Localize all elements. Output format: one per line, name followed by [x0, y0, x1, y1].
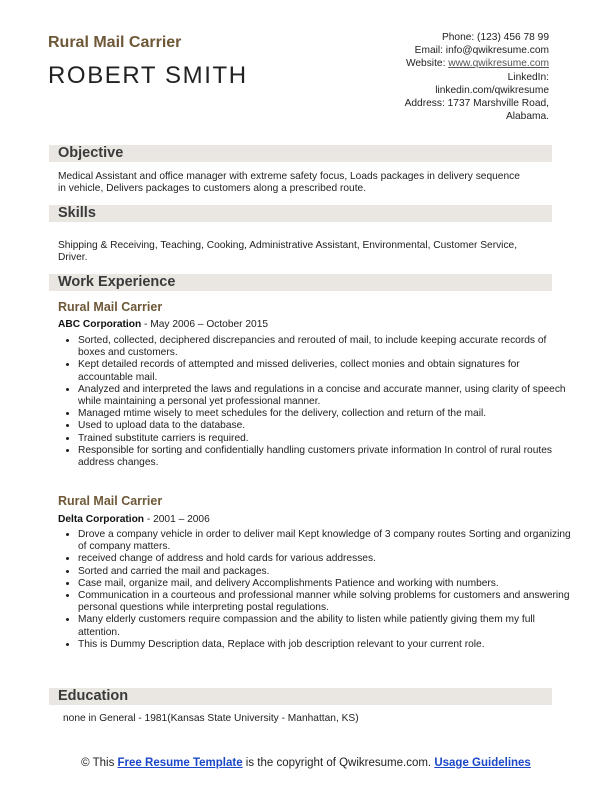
free-resume-template-link[interactable]: Free Resume Template — [117, 757, 243, 769]
skills-heading: Skills — [58, 205, 96, 221]
list-item: • received change of address and hold cards for various addresses. — [78, 553, 572, 565]
list-item: • Kept detailed records of attempted and missed deliveries, collect monies and obtain signatures for accountable mail. — [78, 359, 572, 383]
list-item: • Used to upload data to the database. — [78, 420, 572, 432]
list-item: • Case mail, organize mail, and delivery Accomplishments Patience and working with numbers. — [78, 578, 572, 590]
contact-website — [329, 57, 549, 70]
footer-prefix: © This — [81, 757, 118, 769]
list-item: • Analyzed and interpreted the laws and regulations in a concise and accurate manner, using clarity of speech while maintaining a personal yet professional manner. — [78, 384, 572, 408]
list-item: • Communication in a courteous and professional manner while solving problems for customers and answering personal questions while interpreting postal regulations. — [78, 590, 572, 614]
list-item: • Sorted and carried the mail and packages. — [78, 566, 572, 578]
website-link[interactable]: www.qwikresume.com — [448, 58, 549, 70]
education-section-header — [49, 688, 552, 705]
candidate-name: ROBERT SMITH — [48, 62, 248, 89]
copyright-footer — [60, 757, 552, 770]
job-1-company: ABC Corporation — [58, 319, 142, 330]
contact-linkedin-label: LinkedIn: — [507, 71, 549, 83]
list-item: • Managed mtime wisely to meet schedules for the delivery, collection and return of the mail. — [78, 408, 572, 420]
list-item: • Responsible for sorting and confidentially handling customers private information In control of rural routes address changes. — [78, 445, 572, 469]
job-1-company-line — [58, 319, 268, 330]
skills-text: Shipping & Receiving, Teaching, Cooking, Administrative Assistant, Environmental, Customer Service, Driver. — [58, 240, 518, 263]
job-2-title: Rural Mail Carrier — [58, 494, 163, 508]
job-2-dates: - 2001 – 2006 — [144, 514, 210, 525]
education-heading: Education — [58, 688, 129, 704]
website-label: Website: — [405, 58, 449, 70]
job-1-bullets — [58, 335, 572, 469]
contact-block — [329, 31, 549, 123]
list-item: • This is Dummy Description data, Replace with job description relevant to your current role. — [78, 639, 572, 651]
objective-heading: Objective — [58, 145, 124, 161]
objective-section-header — [49, 145, 552, 162]
job-2-company: Delta Corporation — [58, 514, 145, 525]
objective-text: Medical Assistant and office manager with extreme safety focus, Loads packages in delivery sequence in vehicle, Delivers packages to customers along a prescribed route. — [58, 171, 520, 194]
list-item: • Sorted, collected, deciphered discrepancies and rerouted of mail, to include keeping accurate records of boxes and customers. — [78, 335, 572, 359]
job-1-title: Rural Mail Carrier — [58, 300, 163, 314]
list-item: • Drove a company vehicle in order to deliver mail Kept knowledge of 3 company routes Sorting and organizing of company matters. — [78, 529, 572, 553]
usage-guidelines-link[interactable]: Usage Guidelines — [434, 757, 531, 769]
education-text: none in General - 1981(Kansas State University - Manhattan, KS) — [63, 713, 359, 724]
job-1-dates: - May 2006 – October 2015 — [141, 319, 269, 330]
contact-linkedin-value: linkedin.com/qwikresume — [435, 84, 549, 96]
skills-section-header — [49, 205, 552, 222]
job-2-bullets — [58, 529, 572, 651]
job-2-company-line — [58, 514, 210, 525]
job-title: Rural Mail Carrier — [48, 34, 182, 51]
list-item: • Many elderly customers require compassion and the ability to listen while patiently giving them my full attention. — [78, 614, 572, 638]
contact-address: Address: 1737 Marshville Road, — [404, 98, 549, 110]
work-section-header — [49, 274, 552, 291]
footer-middle: is the copyright of Qwikresume.com. — [242, 757, 435, 769]
contact-address-line-2: Alabama. — [505, 111, 549, 123]
contact-email: Email: info@qwikresume.com — [414, 45, 549, 57]
contact-phone: Phone: (123) 456 78 99 — [441, 32, 549, 43]
list-item: • Trained substitute carriers is required. — [78, 433, 572, 445]
work-heading: Work Experience — [58, 274, 176, 290]
